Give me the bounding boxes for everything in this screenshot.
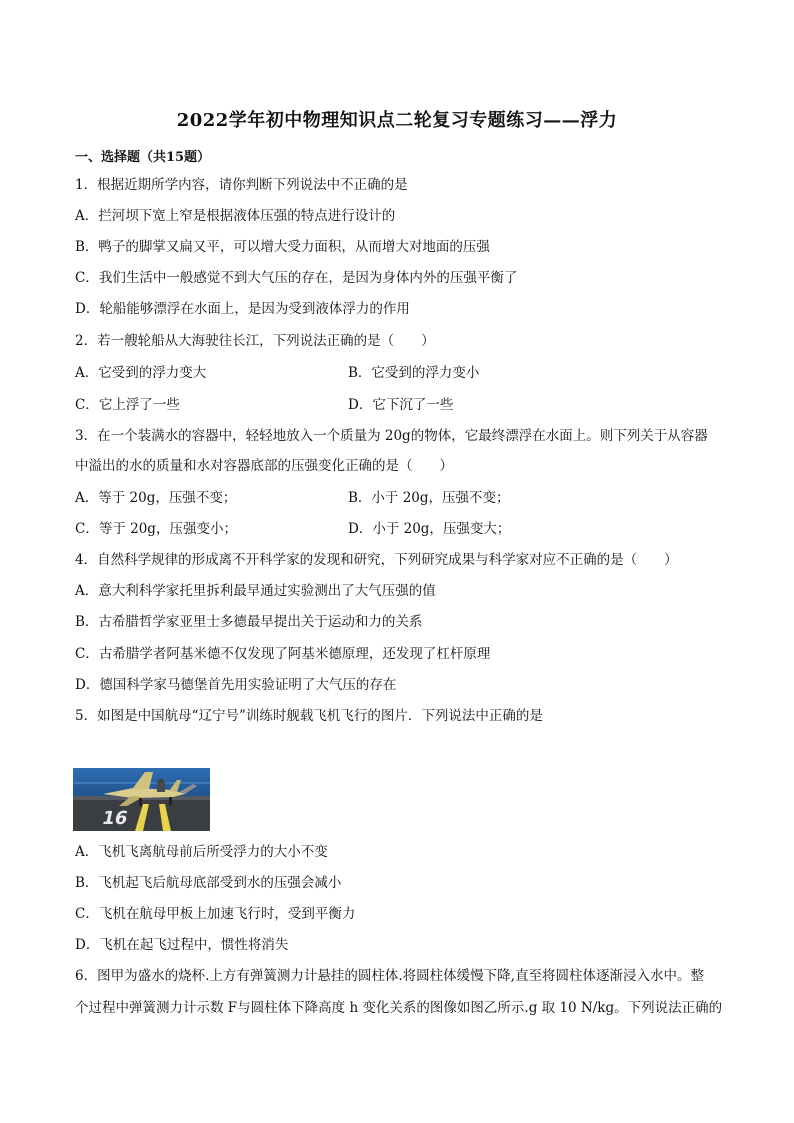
question-3-option-c: C．等于 20g，压强变小； xyxy=(75,521,237,537)
question-4-option-d: D．德国科学家马德堡首先用实验证明了大气压的存在 xyxy=(75,677,397,693)
question-4-option-b: B．古希腊哲学家亚里士多德最早提出关于运动和力的关系 xyxy=(75,614,423,630)
question-2-stem: 2．若一艘轮船从大海驶往长江，下列说法正确的是（ ） xyxy=(75,333,435,349)
question-6-stem-line-1: 6．图甲为盛水的烧杯.上方有弹簧测力计悬挂的圆柱体.将圆柱体缓慢下降,直至将圆柱体逐渐浸入水中。整 xyxy=(75,968,704,984)
question-1-stem: 1．根据近期所学内容，请你判断下列说法中不正确的是 xyxy=(75,177,408,193)
question-4-option-a: A．意大利科学家托里拆利最早通过实验测出了大气压强的值 xyxy=(75,583,436,599)
question-5-option-b: B．飞机起飞后航母底部受到水的压强会减小 xyxy=(75,875,342,891)
question-3-stem-line-1: 3．在一个装满水的容器中，轻轻地放入一个质量为 20g的物体，它最终漂浮在水面上。则下列关于从容器 xyxy=(75,428,708,444)
question-3-option-a: A．等于 20g，压强不变； xyxy=(75,490,237,506)
question-5-option-d: D．飞机在起飞过程中，惯性将消失 xyxy=(75,937,289,953)
question-2-option-d: D．它下沉了一些 xyxy=(348,397,454,413)
question-2-option-a: A．它受到的浮力变大 xyxy=(75,365,207,381)
carrier-jet-photo xyxy=(73,768,210,831)
question-1-option-b: B．鸭子的脚掌又扁又平，可以增大受力面积，从而增大对地面的压强 xyxy=(75,239,490,255)
svg-text:16: 16 xyxy=(100,808,130,829)
question-1-option-d: D．轮船能够漂浮在水面上，是因为受到液体浮力的作用 xyxy=(75,301,410,317)
question-3-stem-line-2: 中溢出的水的质量和水对容器底部的压强变化正确的是（ ） xyxy=(75,458,453,474)
question-2-option-c: C．它上浮了一些 xyxy=(75,397,180,413)
section-heading: 一、选择题（共15题） xyxy=(75,150,211,165)
question-1-option-a: A．拦河坝下宽上窄是根据液体压强的特点进行设计的 xyxy=(75,208,396,224)
question-3-option-b: B．小于 20g，压强不变； xyxy=(348,490,510,506)
document-title: 2022学年初中物理知识点二轮复习专题练习——浮力 xyxy=(176,110,618,131)
question-5-stem: 5．如图是中国航母“辽宁号”训练时舰载飞机飞行的图片．下列说法中正确的是 xyxy=(75,708,543,724)
question-2-option-b: B．它受到的浮力变小 xyxy=(348,365,480,381)
question-4-option-c: C．古希腊学者阿基米德不仅发现了阿基米德原理，还发现了杠杆原理 xyxy=(75,646,491,662)
question-3-option-d: D．小于 20g，压强变大； xyxy=(348,521,511,537)
question-4-stem: 4．自然科学规律的形成离不开科学家的发现和研究，下列研究成果与科学家对应不正确的是（ ） xyxy=(75,552,678,568)
question-5-option-c: C．飞机在航母甲板上加速飞行时，受到平衡力 xyxy=(75,906,356,922)
question-5-option-a: A．飞机飞离航母前后所受浮力的大小不变 xyxy=(75,844,328,860)
question-1-option-c: C．我们生活中一般感觉不到大气压的存在，是因为身体内外的压强平衡了 xyxy=(75,270,518,286)
question-6-stem-line-2: 个过程中弹簧测力计示数 F与圆柱体下降高度 h 变化关系的图像如图乙所示.g 取 10 N/kg。下列说法正确的 xyxy=(75,1000,723,1016)
